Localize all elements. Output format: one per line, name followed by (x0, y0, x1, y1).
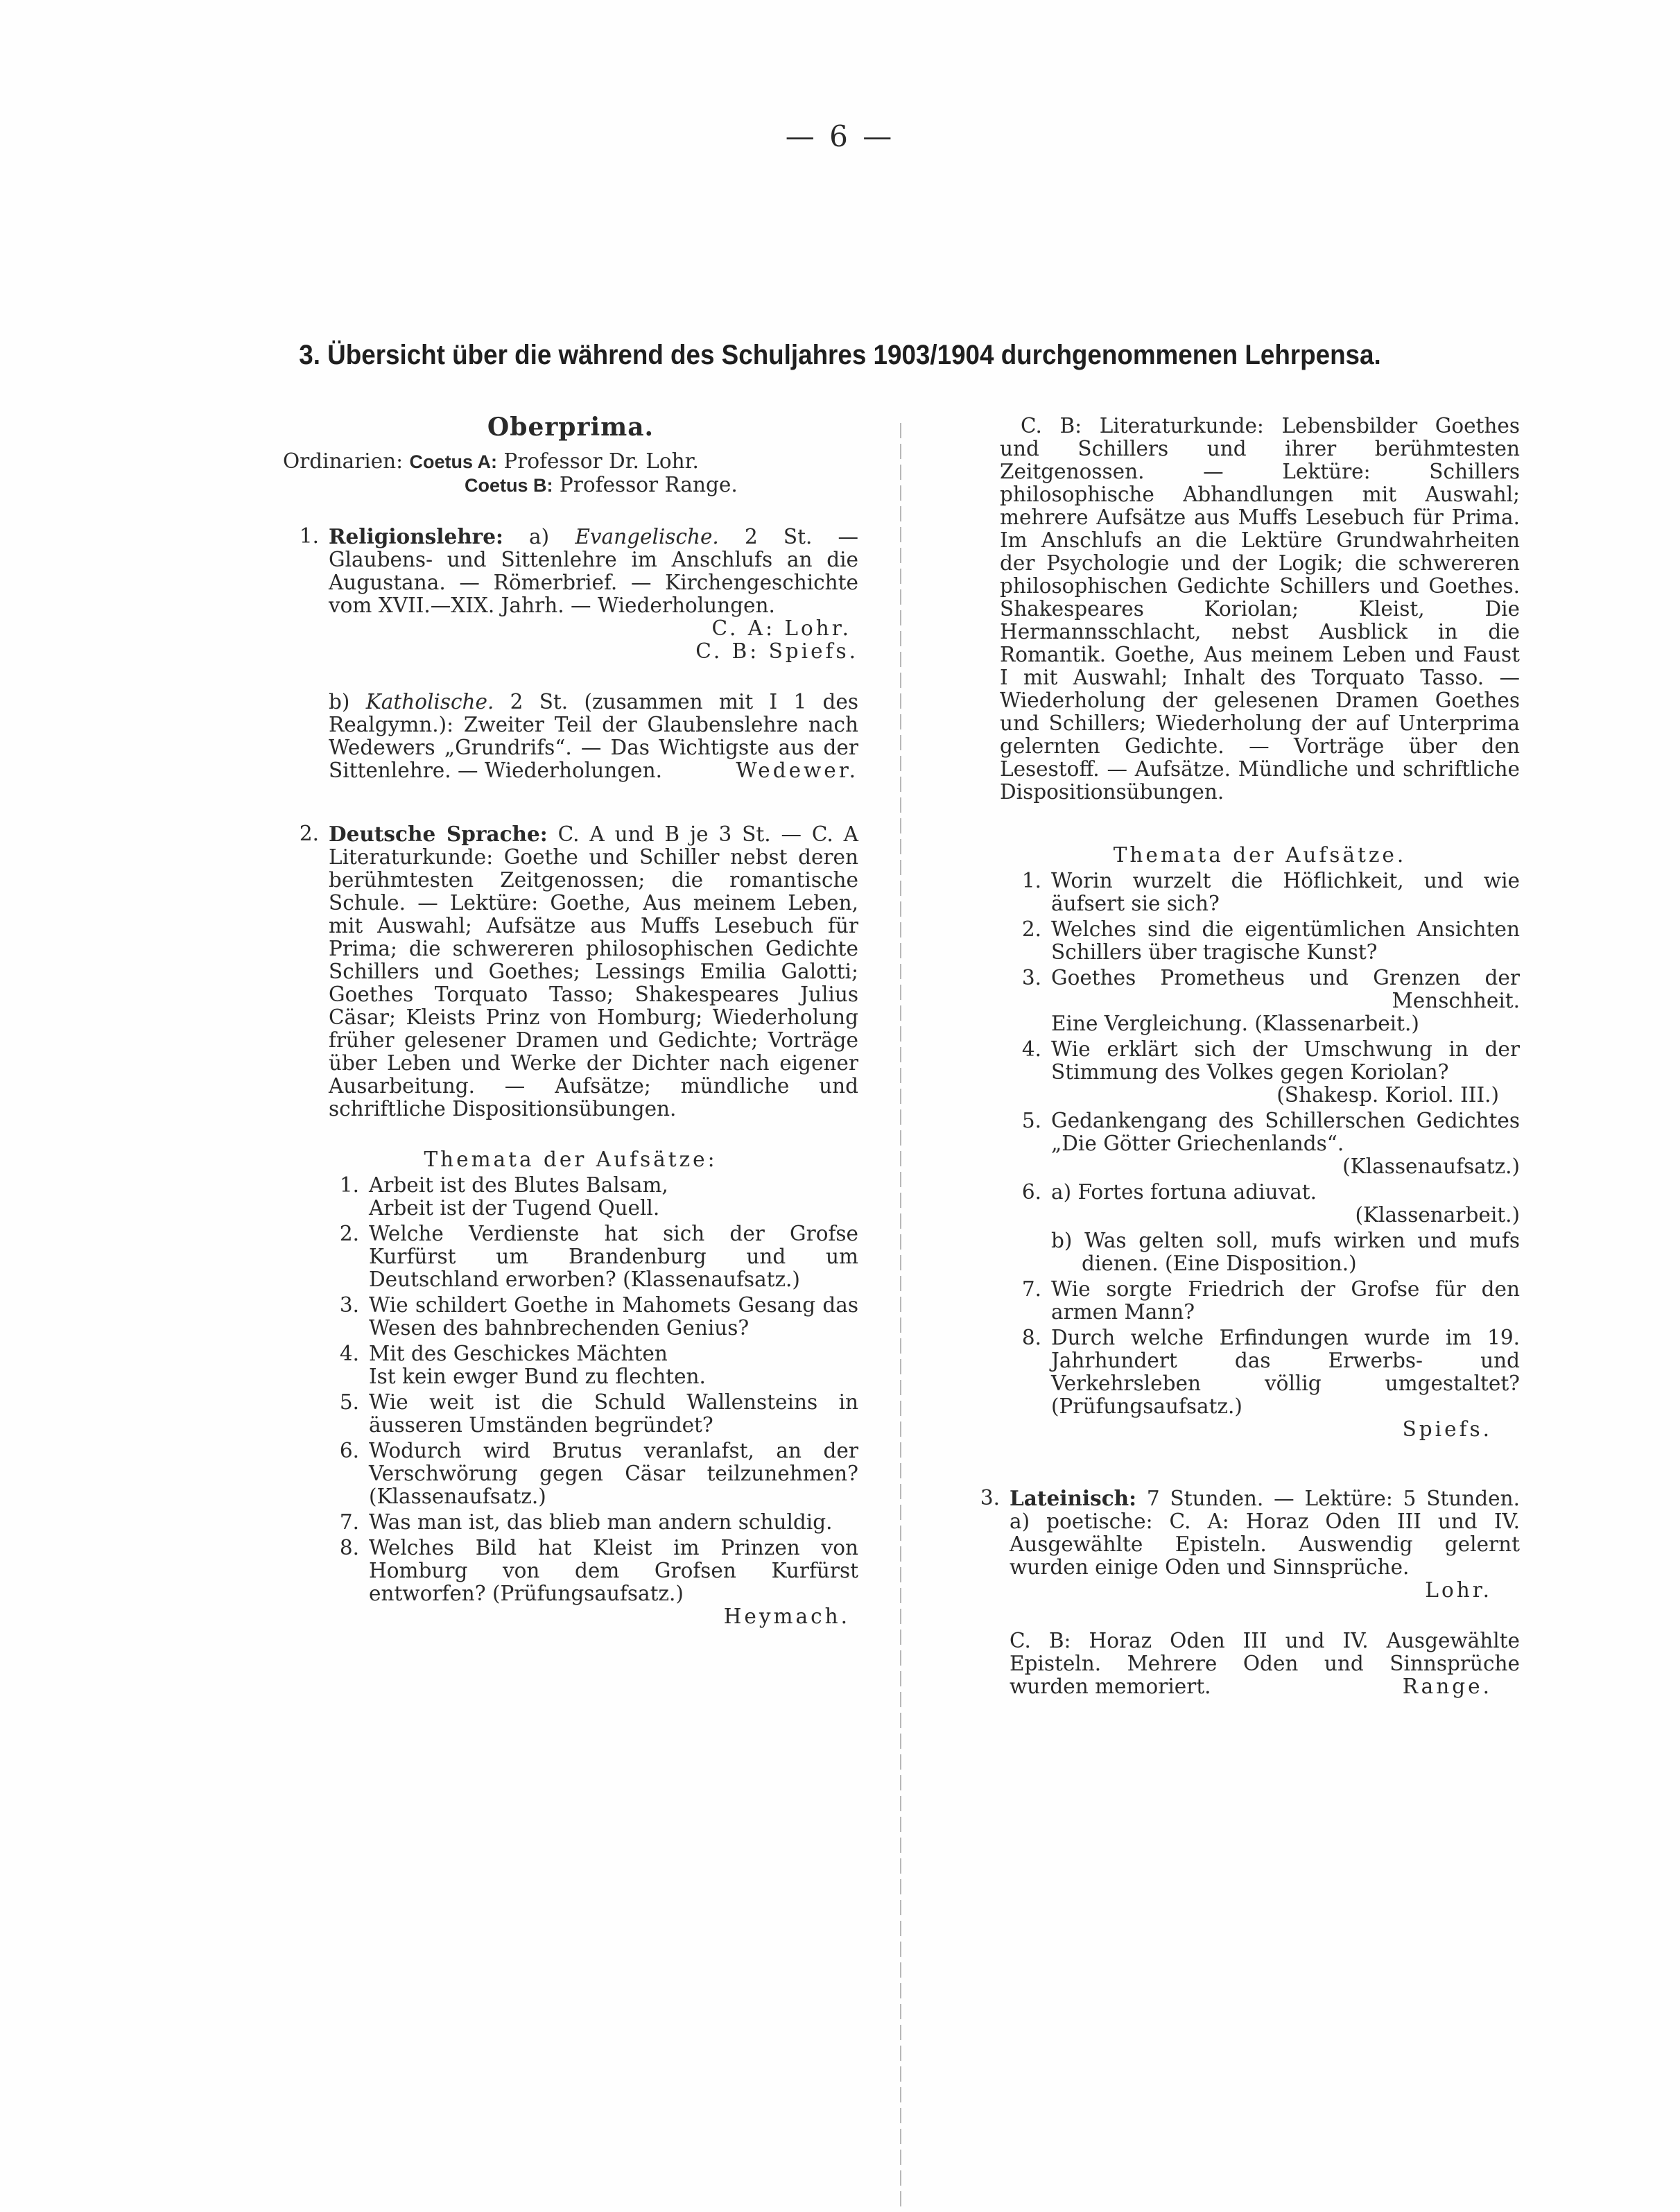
column-divider (900, 423, 901, 2212)
coetus-b-value: Professor Range. (559, 473, 738, 496)
coetus-b-label: Coetus B: (465, 475, 553, 496)
theme-number: 6. (1021, 1180, 1041, 1204)
theme-text: Wie schildert Goethe in Mahomets Gesang das Wesen des bahnbrechenden Genius? (369, 1293, 858, 1340)
signature-spiefs: C. B: Spiefs. (695, 639, 858, 663)
theme-number: 4. (1021, 1037, 1041, 1061)
section-title: Oberprima. (487, 413, 655, 442)
page-number: — 6 — (785, 119, 895, 153)
signature-lohr: C. A: Lohr. (711, 616, 851, 640)
list-item (1000, 1327, 1520, 1418)
coetus-a-value: Professor Dr. Lohr. (503, 449, 699, 473)
list-item (1000, 1038, 1520, 1107)
latein-section (964, 1487, 1520, 1698)
list-item (283, 1391, 858, 1437)
theme-number: 5. (1021, 1109, 1041, 1132)
theme-number: 2. (1021, 917, 1041, 941)
ordinarien-label: Ordinarien: (283, 449, 404, 473)
themata-heading: Themata der Aufsätze: (424, 1148, 718, 1171)
theme-note: (Klassenarbeit.) (1355, 1203, 1520, 1227)
theme-text: Worin wurzelt die Höflichkeit, und wie äufsert sie sich? (1051, 869, 1520, 915)
themata-heading-right: Themata der Aufsätze. (1113, 843, 1407, 867)
theme-text: Wodurch wird Brutus veranlafst, an der Verschwörung gegen Cäsar teilzunehmen? (Klassenaufsatz.) (369, 1439, 858, 1508)
theme-text: Welche Verdienste hat sich der Grofse Kurfürst um Brandenburg und um Deutschland erworben? (Klassenaufsatz.) (369, 1222, 858, 1291)
list-item (1000, 1181, 1520, 1275)
religion-a-prefix: a) (529, 525, 550, 548)
latein-cb-text: C. B: Horaz Oden III und IV. Ausgewählte Episteln. Mehrere Oden und Sinnsprüche wurden memoriert. (1010, 1629, 1520, 1698)
religion-b-text: 2 St. (zusammen mit I 1 des Realgymn.): Zweiter Teil der Glaubenslehre nach Wedewers „Grundrifs“. — Das Wichtigste aus der Sittenlehre. — Wiederholungen. (329, 690, 858, 782)
list-item (283, 1222, 858, 1291)
coetus-a-label: Coetus A: (409, 451, 498, 472)
theme-line: Menschheit. (1392, 989, 1520, 1012)
latein-text: 7 Stunden. — Lektüre: 5 Stunden. a) poetische: C. A: Horaz Oden III und IV. Ausgewählte Episteln. Auswendig gelernt wurden einige Oden und Sinnsprüche. (1010, 1487, 1520, 1579)
theme-number: 6. (339, 1439, 359, 1462)
theme-note: (Shakesp. Koriol. III.) (1276, 1083, 1499, 1107)
theme-number: 8. (339, 1536, 359, 1559)
list-item (1000, 918, 1520, 964)
signature-heymach: Heymach. (723, 1605, 850, 1628)
theme-text: Wie weit ist die Schuld Wallensteins in äusseren Umständen begründet? (369, 1390, 858, 1437)
list-item (1000, 1278, 1520, 1324)
theme-number: 5. (339, 1390, 359, 1414)
theme-text: Welches sind die eigentümlichen Ansichten Schillers über tragische Kunst? (1051, 917, 1520, 964)
theme-number: 4. (339, 1342, 359, 1365)
list-item (283, 1294, 858, 1340)
theme-number: 1. (1021, 869, 1041, 892)
signature-lohr-latein: Lohr. (1425, 1578, 1492, 1602)
theme-text: Welches Bild hat Kleist im Prinzen von Homburg von dem Grofsen Kurfürst entworfen? (Prüfungsaufsatz.) (369, 1536, 858, 1605)
theme-number: 1. (339, 1173, 359, 1197)
list-item (283, 1440, 858, 1508)
page-heading: 3. Übersicht über die während des Schuljahres 1903/1904 durchgenommenen Lehrpensa. (299, 340, 1381, 370)
religion-a-label: Evangelische. (575, 525, 719, 548)
item-number: 1. (299, 524, 319, 548)
theme-text: Wie erklärt sich der Umschwung in der Stimmung des Volkes gegen Koriolan? (1051, 1037, 1520, 1084)
list-item (283, 1537, 858, 1605)
list-item (1000, 967, 1520, 1035)
left-column (283, 415, 858, 1628)
list-item (283, 1511, 858, 1534)
theme-number: 2. (339, 1222, 359, 1245)
deutsch-text: C. A und B je 3 St. — C. A Literaturkunde: Goethe und Schiller nebst deren berühmtesten Zeitgenossen; die romantische Schule. — Lektüre: Goethe, Aus meinem Leben, mit Auswahl; Aufsätze aus Muffs Lesebuch für Prima; die schwereren philosophischen Gedichte Schillers und Goethes; Lessings Emilia Galotti; Goethes Torquato Tasso; Shakespeares Julius Cäsar; Kleists Prinz von Homburg; Wiederholung früher gelesener Dramen und Gedichte; Vorträge über Leben und Werke der Dichter nach eigener Ausarbeitung. — Aufsätze; mündliche und schriftliche Dispositionsübungen. (329, 822, 858, 1121)
right-column (980, 414, 1520, 1698)
signature-wedewer: Wedewer. (736, 759, 858, 782)
theme-line: Ist kein ewger Bund zu flechten. (369, 1365, 706, 1388)
deutsch-section (283, 822, 858, 1121)
religion-b-label: Katholische. (365, 690, 494, 714)
religion-title: Religionslehre: (329, 524, 503, 548)
list-item (1000, 870, 1520, 915)
item-number: 2. (299, 822, 319, 845)
religion-section (283, 525, 858, 782)
theme-text: a) Fortes fortuna adiuvat. (1051, 1180, 1317, 1204)
theme-number: 3. (339, 1293, 359, 1317)
religion-b-prefix: b) (329, 690, 350, 714)
theme-line: Mit des Geschickes Mächten (369, 1342, 668, 1365)
theme-text: Gedankengang des Schillerschen Gedichtes „Die Götter Griechenlands“. (1051, 1109, 1520, 1155)
theme-number: 7. (1021, 1277, 1041, 1301)
theme-number: 3. (1021, 966, 1041, 990)
theme-note: (Klassenaufsatz.) (1342, 1155, 1520, 1178)
deutsch-title: Deutsche Sprache: (329, 822, 548, 846)
theme-text: Wie sorgte Friedrich der Grofse für den armen Mann? (1051, 1277, 1520, 1324)
theme-line: Goethes Prometheus und Grenzen der (1051, 966, 1520, 990)
themes-list (283, 1174, 858, 1605)
list-item (283, 1174, 858, 1220)
themes-list-right (1000, 870, 1520, 1418)
cb-literatur-text: C. B: Literaturkunde: Lebensbilder Goethes und Schillers und ihrer berühmtesten Zeitgenossen. — Lektüre: Schillers philosophische Abhandlungen mit Auswahl; mehrere Aufsätze aus Muffs Lesebuch für Prima. Im Anschlufs an die Lektüre Grundwahrheiten der Psychologie und der Logik; die schwereren philosophischen Gedichte Schillers und Goethes. Shakespeares Koriolan; Kleist, Die Hermannsschlacht, nebst Ausblick in die Romantik. Goethe, Aus meinem Leben und Faust I mit Auswahl; Inhalt des Torquato Tasso. — Wiederholung der gelesenen Dramen Goethes und Schillers; Wiederholung der auf Unterprima gelernten Gedichte. — Vorträge über den Lesestoff. — Aufsätze. Mündliche und schriftliche Dispositionsübungen. (1000, 414, 1520, 804)
theme-text: Was man ist, das blieb man andern schuldig. (369, 1510, 833, 1534)
theme-text: b) Was gelten soll, mufs wirken und mufs dienen. (Eine Disposition.) (1051, 1229, 1520, 1275)
latein-title: Lateinisch: (1010, 1486, 1137, 1510)
theme-text: Durch welche Erfindungen wurde im 19. Jahrhundert das Erwerbs- und Verkehrsleben völlig umgestaltet? (Prüfungsaufsatz.) (1051, 1326, 1520, 1418)
religion-a-text: 2 St. — Glaubens- und Sittenlehre im Anschlufs an die Augustana. — Römerbrief. — Kirchengeschichte vom XVII.—XIX. Jahrh. — Wiederholungen. (329, 525, 858, 617)
signature-spiefs-right: Spiefs. (1402, 1417, 1492, 1441)
theme-number: 7. (339, 1510, 359, 1534)
theme-line: Arbeit ist der Tugend Quell. (369, 1196, 660, 1220)
theme-line: Eine Vergleichung. (Klassenarbeit.) (1051, 1012, 1419, 1035)
item-number: 3. (980, 1486, 1000, 1510)
list-item (283, 1342, 858, 1388)
signature-range: Range. (1402, 1675, 1492, 1698)
theme-line: Arbeit ist des Blutes Balsam, (369, 1173, 668, 1197)
ordinarien-block (283, 450, 858, 497)
theme-number: 8. (1021, 1326, 1041, 1349)
list-item (1000, 1109, 1520, 1178)
